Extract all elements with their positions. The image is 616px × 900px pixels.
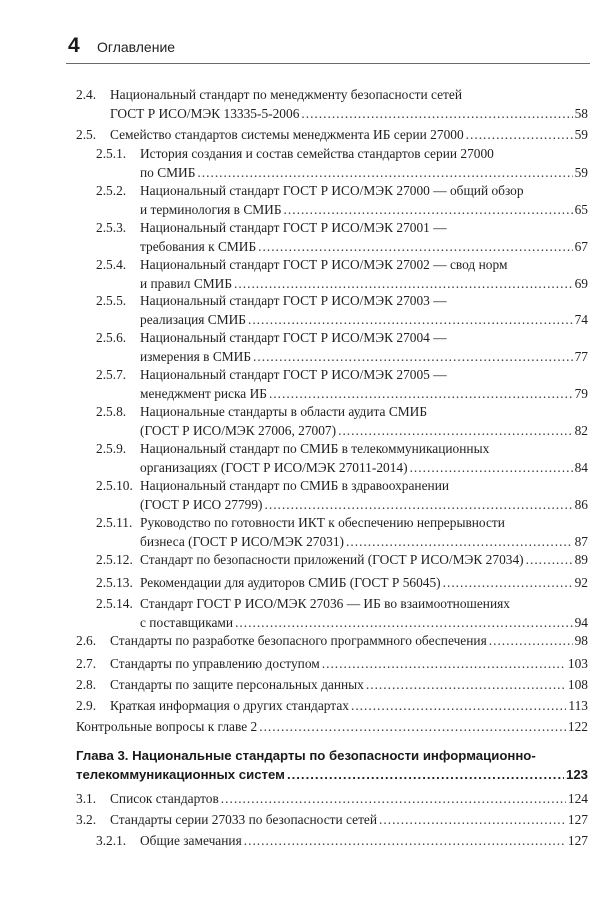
toc-page-number: 65 xyxy=(574,202,588,217)
toc-entry[interactable] xyxy=(96,366,588,403)
page-header xyxy=(68,34,588,60)
toc-page-number: 124 xyxy=(567,791,588,806)
toc-entry-title: и правил СМИБ xyxy=(140,276,233,291)
toc-entry-title: требования к СМИБ xyxy=(140,239,257,254)
leader-dots xyxy=(259,718,566,736)
toc-entry-title: Рекомендации для аудиторов СМИБ (ГОСТ Р 56045) xyxy=(140,575,441,590)
toc-page-number: 59 xyxy=(574,165,588,180)
toc-entry-title: организациях (ГОСТ Р ИСО/МЭК 27011-2014) xyxy=(140,460,408,475)
toc-entry-number: 2.5.6. xyxy=(96,330,127,345)
toc-entry-title: и терминология в СМИБ xyxy=(140,202,282,217)
leader-dots xyxy=(235,614,573,632)
toc-entry-title: (ГОСТ Р ИСО/МЭК 27006, 27007) xyxy=(140,423,337,438)
toc-entry-number: 2.5.11. xyxy=(96,515,133,530)
toc-entry-title: по СМИБ xyxy=(140,165,196,180)
toc-entry-number: 3.1. xyxy=(76,791,97,806)
toc-page-number: 79 xyxy=(574,386,588,401)
leader-dots xyxy=(301,105,572,123)
toc-page-number: 87 xyxy=(574,534,588,549)
toc-entry-number: 2.5.8. xyxy=(96,404,127,419)
toc-entry-number: 2.8. xyxy=(76,677,97,692)
leader-dots xyxy=(248,311,573,329)
toc-entry-title-line: Национальный стандарт ГОСТ Р ИСО/МЭК 27002 — свод норм xyxy=(140,257,508,272)
toc-entry-number: 2.5.2. xyxy=(96,183,127,198)
leader-dots xyxy=(466,126,573,144)
leader-dots xyxy=(338,422,573,440)
leader-dots xyxy=(351,697,566,715)
toc-entry-number: 2.6. xyxy=(76,633,97,648)
header-divider xyxy=(66,63,590,64)
toc-page-number: 122 xyxy=(567,719,588,734)
leader-dots xyxy=(258,238,572,256)
toc-page-number: 74 xyxy=(574,312,588,327)
toc-page-number: 92 xyxy=(574,575,588,590)
toc-entry[interactable] xyxy=(76,126,588,144)
toc-entry-title: Семейство стандартов системы менеджмента ИБ серии 27000 xyxy=(110,127,464,142)
toc-entry-title: Стандарты серии 27033 по безопасности сетей xyxy=(110,812,378,827)
toc-entry-title: реализация СМИБ xyxy=(140,312,246,327)
toc-page-number: 113 xyxy=(568,698,588,713)
toc-entry-number: 2.7. xyxy=(76,656,97,671)
leader-dots xyxy=(234,275,573,293)
toc-entry[interactable] xyxy=(76,718,588,736)
toc-entry-number: 2.5.14. xyxy=(96,596,133,611)
toc-entry-title: Список стандартов xyxy=(110,791,219,806)
toc-entry-title-line: Руководство по готовности ИКТ к обеспечению непрерывности xyxy=(140,515,505,530)
toc-entry-title: Контрольные вопросы к главе 2 xyxy=(76,719,258,734)
toc-entry[interactable] xyxy=(96,440,588,477)
toc-entry-title: измерения в СМИБ xyxy=(140,349,252,364)
toc-page-number: 108 xyxy=(567,677,588,692)
toc-entry-number: 2.5.10. xyxy=(96,478,133,493)
toc-entry-title: бизнеса (ГОСТ Р ИСО/МЭК 27031) xyxy=(140,534,345,549)
toc-entry-title: ГОСТ Р ИСО/МЭК 13335-5-2006 xyxy=(110,106,300,121)
toc-entry[interactable] xyxy=(76,86,588,123)
toc-entry-number: 2.5.13. xyxy=(96,575,133,590)
chapter-title-line: Глава 3. Национальные стандарты по безопасности информационно- xyxy=(76,748,536,763)
leader-dots xyxy=(489,632,573,650)
toc-entry-title: Стандарты по защите персональных данных xyxy=(110,677,364,692)
toc-page-number: 84 xyxy=(574,460,588,475)
toc-entry[interactable] xyxy=(76,676,588,694)
toc-entry[interactable] xyxy=(96,329,588,366)
toc-page-number: 127 xyxy=(567,833,588,848)
leader-dots xyxy=(379,811,566,829)
toc-entry-title-line: Национальный стандарт ГОСТ Р ИСО/МЭК 27003 — xyxy=(140,293,447,308)
toc-entry[interactable] xyxy=(96,182,588,219)
toc-entry[interactable] xyxy=(96,574,588,592)
toc-entry-title-line: Национальный стандарт ГОСТ Р ИСО/МЭК 27001 — xyxy=(140,220,447,235)
leader-dots xyxy=(443,574,573,592)
toc-entry[interactable] xyxy=(76,632,588,650)
toc-entry[interactable] xyxy=(96,832,588,850)
toc-entry[interactable] xyxy=(76,655,588,673)
toc-entry-number: 2.4. xyxy=(76,87,97,102)
toc-entry-number: 2.5.12. xyxy=(96,552,133,567)
leader-dots xyxy=(197,164,572,182)
toc-page-number: 94 xyxy=(574,615,588,630)
toc-entry-title: с поставщиками xyxy=(140,615,234,630)
toc-page-number: 67 xyxy=(574,239,588,254)
toc-page-number: 103 xyxy=(567,656,588,671)
toc-entry-title-line: Национальный стандарт ГОСТ Р ИСО/МЭК 27004 — xyxy=(140,330,447,345)
toc-page-number: 98 xyxy=(574,633,588,648)
toc-entry-title-line: Национальный стандарт по менеджменту безопасности сетей xyxy=(110,87,463,102)
toc-entry-title-line: История создания и состав семейства стандартов серии 27000 xyxy=(140,146,494,161)
toc-entry-title-line: Национальный стандарт ГОСТ Р ИСО/МЭК 27005 — xyxy=(140,367,447,382)
toc-page-number: 82 xyxy=(574,423,588,438)
leader-dots xyxy=(366,676,566,694)
toc-entry-number: 2.5. xyxy=(76,127,97,142)
toc-entry-title: Общие замечания xyxy=(140,833,242,848)
toc-entry-title: Стандарты по разработке безопасного программного обеспечения xyxy=(110,633,487,648)
toc-entry-title: Стандарт по безопасности приложений (ГОСТ Р ИСО/МЭК 27034) xyxy=(140,552,524,567)
toc-entry-number: 2.5.5. xyxy=(96,293,127,308)
toc-page-number: 89 xyxy=(574,552,588,567)
toc-entry-title-line: Национальный стандарт ГОСТ Р ИСО/МЭК 27000 — общий обзор xyxy=(140,183,524,198)
toc-entry-number: 3.2.1. xyxy=(96,833,127,848)
chapter-page-number: 123 xyxy=(565,767,588,782)
toc-entry[interactable] xyxy=(76,790,588,808)
toc-entry-title-line: Национальный стандарт по СМИБ в телекоммуникационных xyxy=(140,441,490,456)
leader-dots xyxy=(221,790,566,808)
leader-dots xyxy=(526,551,573,569)
toc-entry[interactable] xyxy=(96,551,588,569)
toc-entry[interactable] xyxy=(96,145,588,182)
leader-dots xyxy=(253,348,573,366)
toc-entry-number: 2.9. xyxy=(76,698,97,713)
toc-entry-title-line: Национальные стандарты в области аудита СМИБ xyxy=(140,404,428,419)
page-number: 4 xyxy=(68,34,80,57)
toc-page-number: 58 xyxy=(574,106,588,121)
leader-dots xyxy=(287,765,564,784)
toc-entry-title: менеджмент риска ИБ xyxy=(140,386,267,401)
leader-dots xyxy=(322,655,566,673)
leader-dots xyxy=(346,533,573,551)
toc-entry-number: 2.5.1. xyxy=(96,146,127,161)
toc-entry-number: 2.5.9. xyxy=(96,441,127,456)
toc-entry[interactable] xyxy=(96,219,588,256)
page-title: Оглавление xyxy=(97,39,176,55)
toc-entry[interactable] xyxy=(96,256,588,293)
leader-dots xyxy=(269,385,573,403)
toc-entry-number: 2.5.7. xyxy=(96,367,127,382)
toc-page-number: 69 xyxy=(574,276,588,291)
chapter-heading[interactable] xyxy=(76,746,588,784)
toc-entry[interactable] xyxy=(76,811,588,829)
toc-entry-number: 2.5.3. xyxy=(96,220,127,235)
leader-dots xyxy=(410,459,573,477)
toc-page-number: 59 xyxy=(574,127,588,142)
toc-page-number: 127 xyxy=(567,812,588,827)
toc-entry-number: 3.2. xyxy=(76,812,97,827)
toc-entry-title: Краткая информация о других стандартах xyxy=(110,698,349,713)
toc-entry-title: Стандарты по управлению доступом xyxy=(110,656,320,671)
toc-entry[interactable] xyxy=(96,477,588,514)
toc-entry[interactable] xyxy=(96,403,588,440)
toc-entry-title-line: Стандарт ГОСТ Р ИСО/МЭК 27036 — ИБ во взаимоотношениях xyxy=(140,596,510,611)
toc-entry[interactable] xyxy=(96,514,588,551)
toc-entry-number: 2.5.4. xyxy=(96,257,127,272)
toc-entry[interactable] xyxy=(96,595,588,632)
toc-entry-title-line: Национальный стандарт по СМИБ в здравоохранении xyxy=(140,478,450,493)
toc-page-number: 77 xyxy=(574,349,588,364)
leader-dots xyxy=(284,201,573,219)
chapter-title: телекоммуникационных систем xyxy=(76,767,285,782)
leader-dots xyxy=(265,496,573,514)
toc-page-number: 86 xyxy=(574,497,588,512)
toc-entry-title: (ГОСТ Р ИСО 27799) xyxy=(140,497,263,512)
toc-entry[interactable] xyxy=(76,697,588,715)
toc-entry[interactable] xyxy=(96,292,588,329)
leader-dots xyxy=(244,832,566,850)
